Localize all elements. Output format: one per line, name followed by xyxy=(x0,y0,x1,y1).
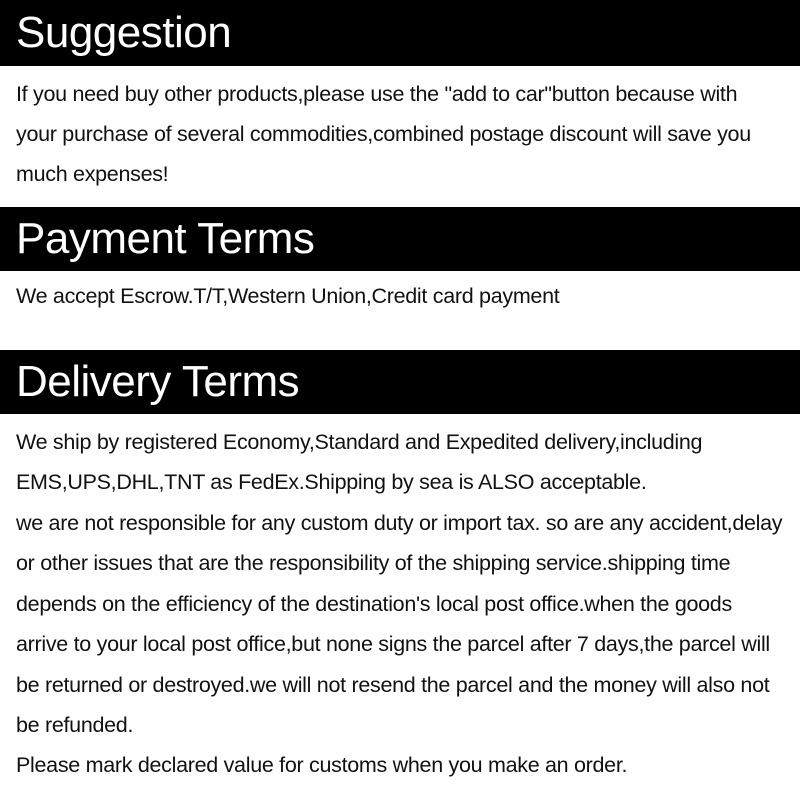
suggestion-line: your purchase of several commodities,combined postage discount will save you xyxy=(16,122,751,146)
delivery-terms-header xyxy=(0,350,800,414)
suggestion-title: Suggestion xyxy=(16,8,232,57)
suggestion-line: much expenses! xyxy=(16,162,169,186)
delivery-terms-line: EMS,UPS,DHL,TNT as FedEx.Shipping by sea is ALSO acceptable. xyxy=(16,470,647,494)
delivery-terms-line: be refunded. xyxy=(16,713,134,737)
delivery-terms-title: Delivery Terms xyxy=(16,357,300,406)
delivery-terms-line: we are not responsible for any custom duty or import tax. so are any accident,delay xyxy=(16,511,783,535)
suggestion-header xyxy=(0,0,800,66)
delivery-terms-line: arrive to your local post office,but none signs the parcel after 7 days,the parcel will xyxy=(16,632,770,656)
payment-terms-header xyxy=(0,207,800,271)
delivery-terms-line: We ship by registered Economy,Standard and Expedited delivery,including xyxy=(16,430,703,454)
payment-terms-line: We accept Escrow.T/T,Western Union,Credit card payment xyxy=(16,284,560,308)
delivery-terms-line: or other issues that are the responsibility of the shipping service.shipping time xyxy=(16,551,731,575)
payment-terms-title: Payment Terms xyxy=(16,214,315,263)
suggestion-line: If you need buy other products,please use the "add to car"button because with xyxy=(16,82,738,106)
delivery-terms-line: Please mark declared value for customs when you make an order. xyxy=(16,753,628,777)
delivery-terms-line: depends on the efficiency of the destination's local post office.when the goods xyxy=(16,592,732,616)
delivery-terms-line: be returned or destroyed.we will not resend the parcel and the money will also not xyxy=(16,673,770,697)
